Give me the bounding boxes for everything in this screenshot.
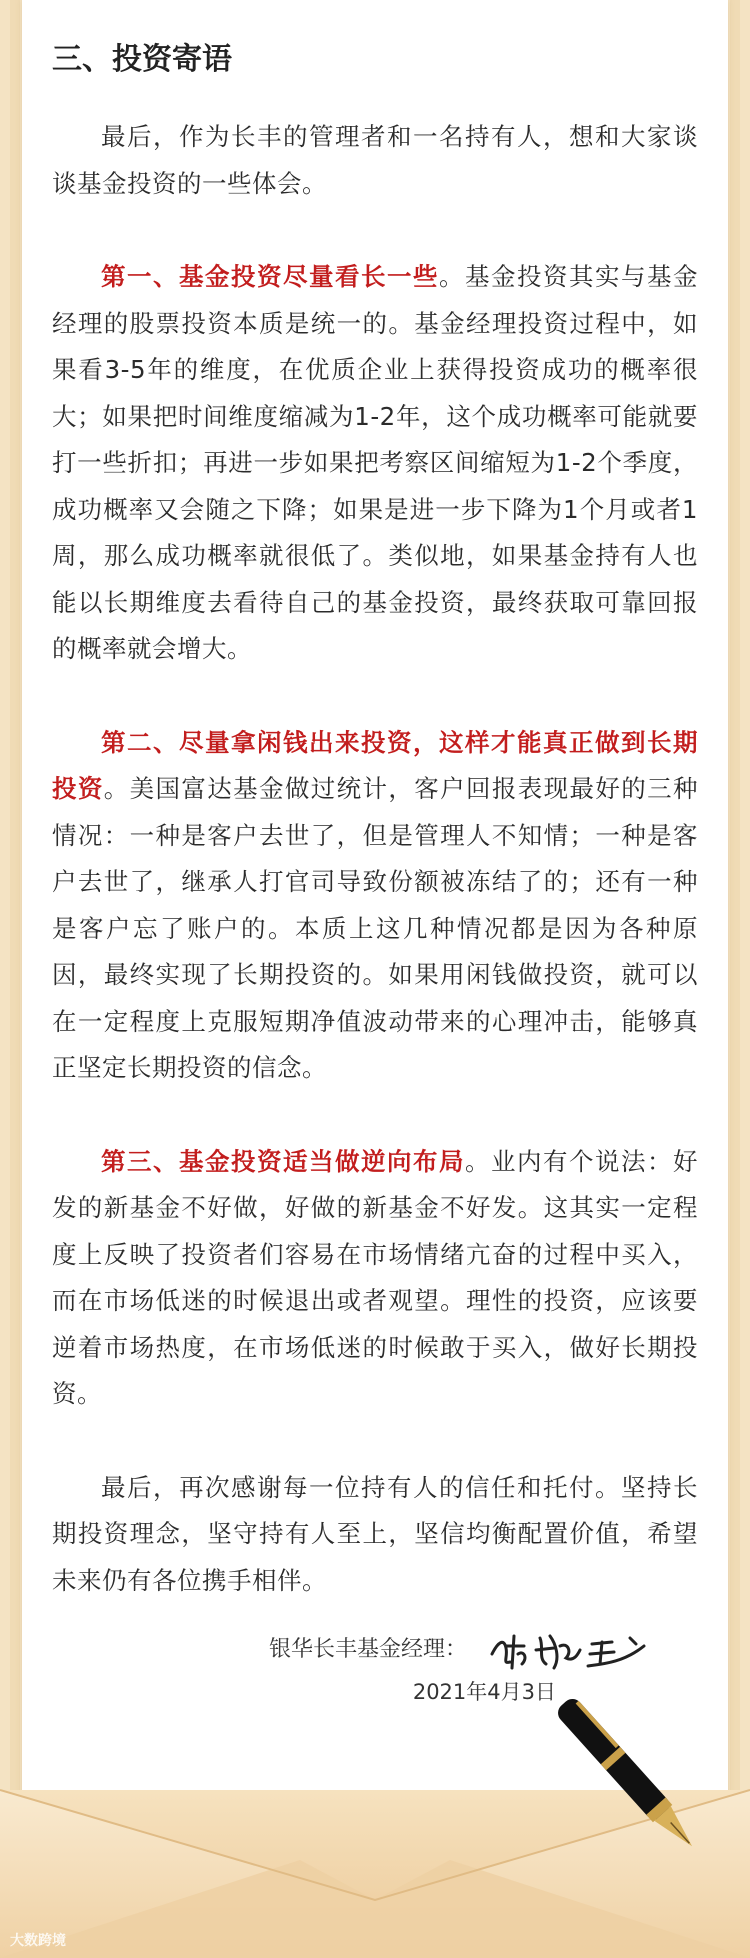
intro-paragraph: 最后，作为长丰的管理者和一名持有人，想和大家谈谈基金投资的一些体会。 bbox=[52, 122, 698, 198]
point-2-text: 。美国富达基金做过统计，客户回报表现最好的三种情况：一种是客户去世了，但是管理人不知情；一种是客户去世了，继承人打官司导致份额被冻结了的；还有一种是客户忘了账户的。本质上这几种情况都是因为各种原因，最终实现了长期投资的。如果用闲钱做投资，就可以在一定程度上克服短期净值波动带来的心理冲击，能够真正坚定长期投资的信念。 bbox=[52, 774, 698, 1082]
closing-paragraph: 最后，再次感谢每一位持有人的信任和托付。坚持长期投资理念，坚守持有人至上，坚信均衡配置价值，希望未来仍有各位携手相伴。 bbox=[52, 1472, 698, 1595]
point-3-paragraph bbox=[52, 1139, 698, 1418]
fountain-pen-icon bbox=[540, 1680, 750, 1890]
point-2-highlight: 第二、尽量拿闲钱出来投资，这样才能真正做到长期投资 bbox=[52, 727, 698, 803]
point-1-paragraph bbox=[52, 254, 698, 673]
watermark-text: 大数跨境 bbox=[10, 1933, 66, 1949]
handwritten-signature bbox=[484, 1624, 654, 1676]
signature-date: 2021年4月3日 bbox=[412, 1680, 556, 1704]
point-1-highlight: 第一、基金投资尽量看长一些 bbox=[101, 262, 439, 291]
signature-label: 银华长丰基金经理： bbox=[268, 1637, 467, 1662]
point-1-text: 。基金投资其实与基金经理的股票投资本质是统一的。基金经理投资过程中，如果看3-5年的维度，在优质企业上获得投资成功的概率很大；如果把时间维度缩减为1-2年，这个成功概率可能就要打一些折扣；再进一步如果把考察区间缩短为1-2个季度，成功概率又会随之下降；如果是进一步下降为1个月或者1周，那么成功概率就很低了。类似地，如果基金持有人也能以长期维度去看待自己的基金投资，最终获取可靠回报的概率就会增大。 bbox=[52, 262, 698, 663]
signature-line bbox=[269, 1624, 654, 1676]
point-2-paragraph bbox=[52, 720, 698, 1092]
point-3-text: 。业内有个说法：好发的新基金不好做，好做的新基金不好发。这其实一定程度上反映了投资者们容易在市场情绪亢奋的过程中买入，而在市场低迷的时候退出或者观望。理性的投资，应该要逆着市场热度，在市场低迷的时候敢于买入，做好长期投资。 bbox=[52, 1146, 698, 1408]
section-heading: 三、投资寄语 bbox=[52, 42, 232, 77]
point-3-highlight: 第三、基金投资适当做逆向布局 bbox=[101, 1146, 465, 1176]
article-body bbox=[52, 36, 698, 1651]
